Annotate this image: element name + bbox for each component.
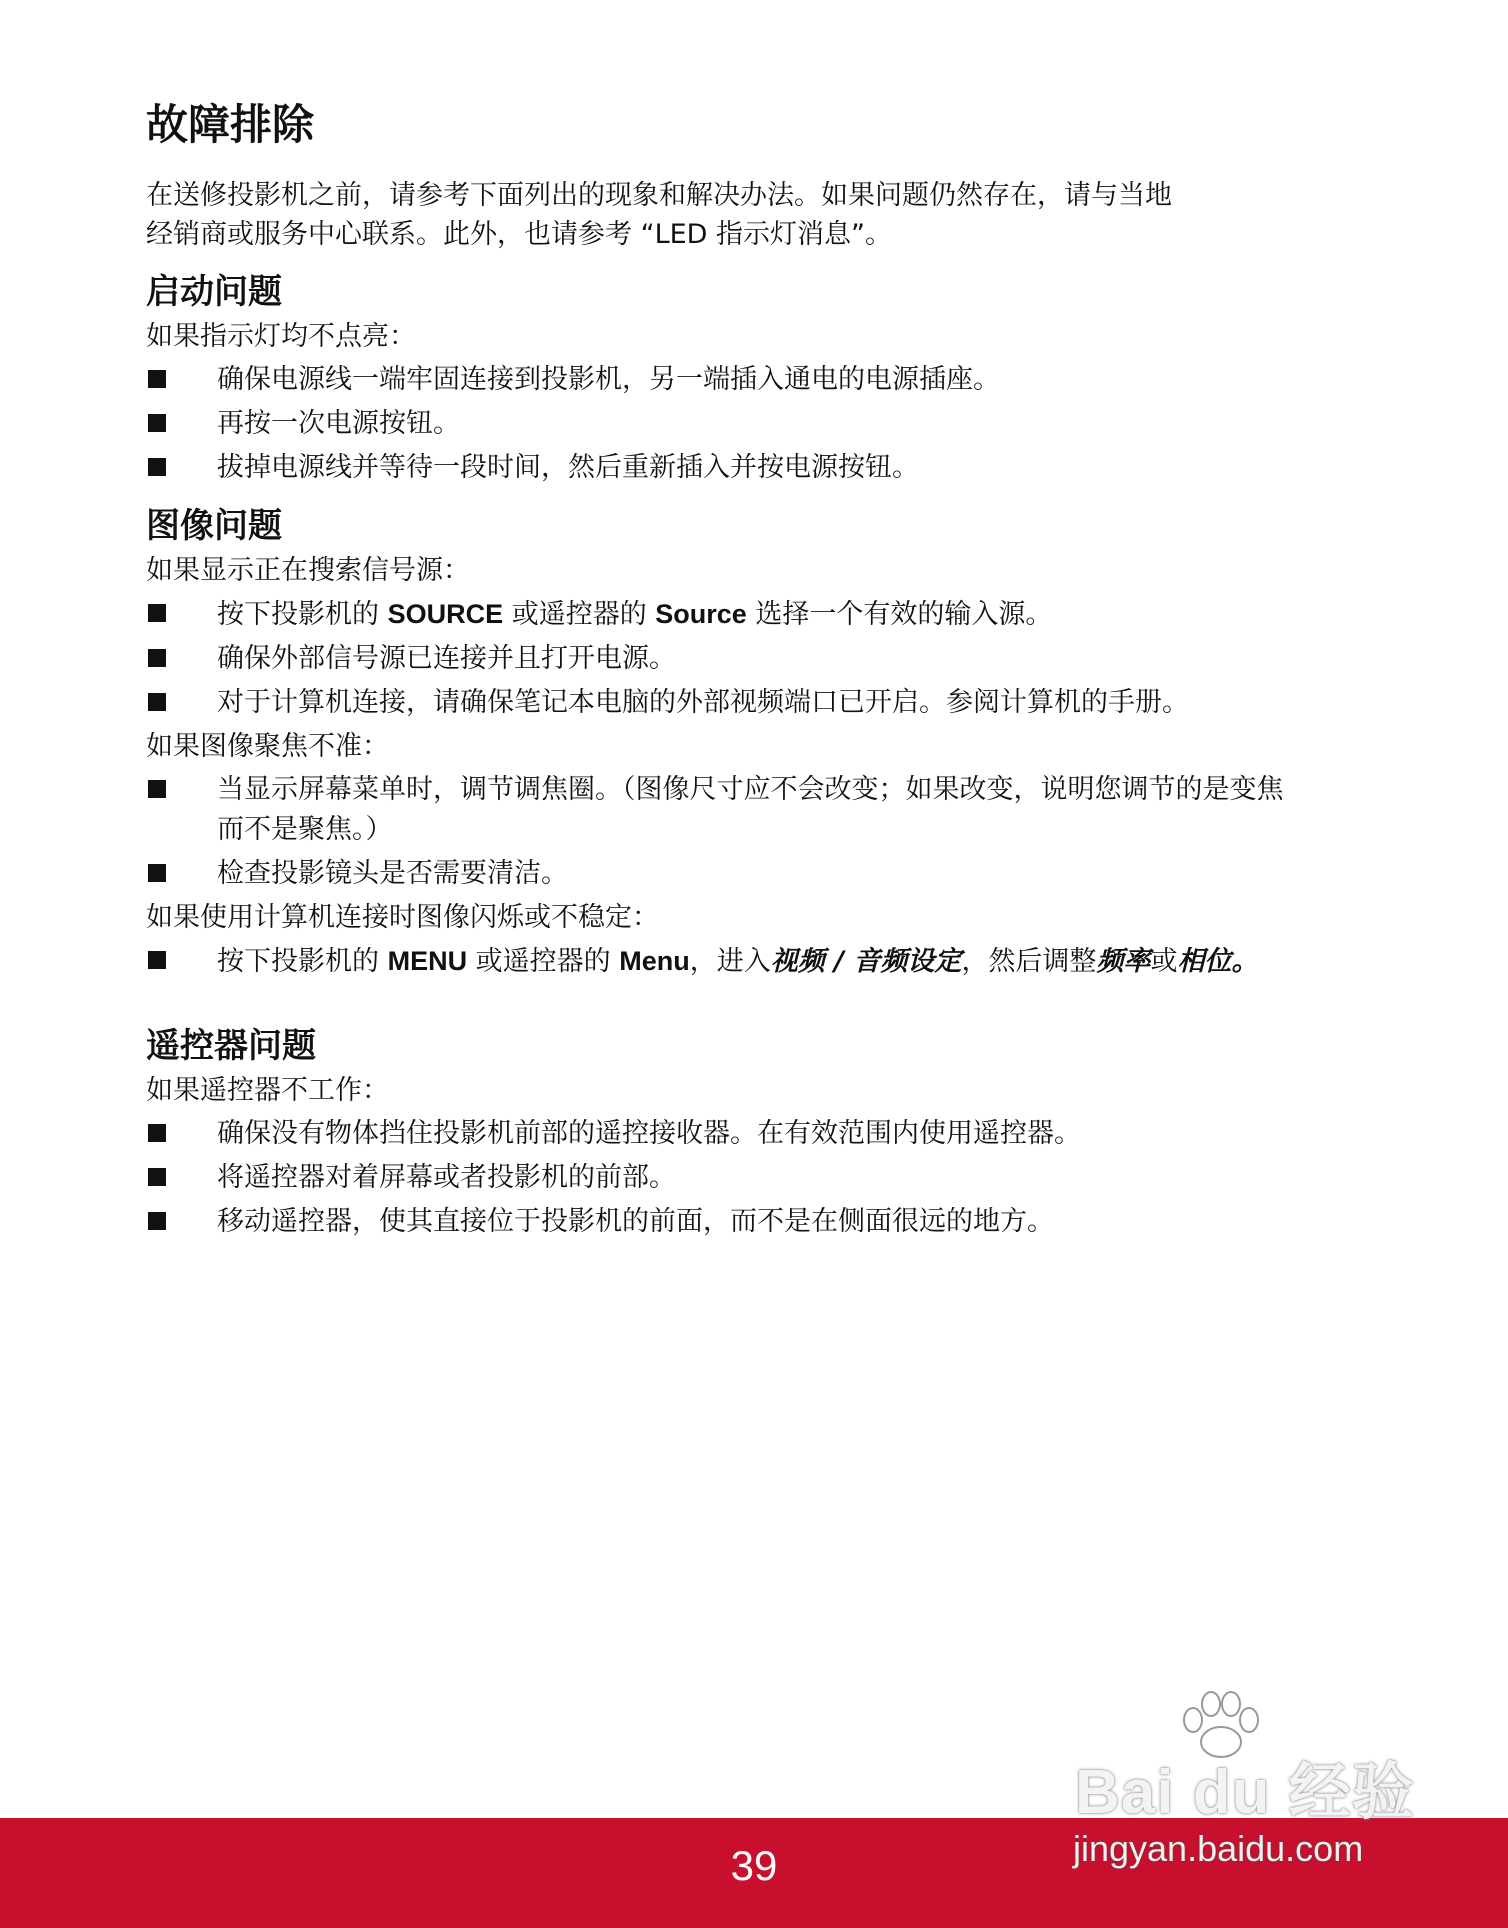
list-item: 拔掉电源线并等待一段时间，然后重新插入并按电源按钮。 — [146, 448, 1296, 488]
list-item: 再按一次电源按钮。 — [146, 404, 1296, 444]
list-item: 确保没有物体挡住投影机前部的遥控接收器。在有效范围内使用遥控器。 — [146, 1114, 1296, 1154]
list-item: 检查投影镜头是否需要清洁。 — [146, 854, 1296, 894]
remote-heading: 遥控器问题 — [146, 1025, 316, 1066]
bullet-square-icon — [148, 649, 166, 667]
startup-heading: 启动问题 — [146, 272, 282, 313]
image-condition-1: 如果显示正在搜索信号源： — [146, 554, 470, 586]
image-heading: 图像问题 — [146, 506, 282, 547]
list-item: 按下投影机的 SOURCE 或遥控器的 Source 选择一个有效的输入源。 — [146, 594, 1296, 635]
list-item: 按下投影机的 MENU 或遥控器的 Menu，进入视频 / 音频设定，然后调整频率或相位。 — [146, 941, 1296, 982]
bullet-square-icon — [148, 693, 166, 711]
bullet-square-icon — [148, 414, 166, 432]
image-condition-3: 如果使用计算机连接时图像闪烁或不稳定： — [146, 901, 659, 933]
image-list-3 — [146, 941, 1296, 982]
remote-condition: 如果遥控器不工作： — [146, 1074, 389, 1106]
image-list-1 — [146, 594, 1296, 723]
page-number: 39 — [730, 1842, 778, 1889]
intro-line-2: 经销商或服务中心联系。此外，也请参考 “LED 指示灯消息”。 — [146, 219, 893, 251]
baidu-watermark — [1065, 1690, 1445, 1870]
list-item: 确保电源线一端牢固连接到投影机，另一端插入通电的电源插座。 — [146, 360, 1296, 400]
list-item: 将遥控器对着屏幕或者投影机的前部。 — [146, 1158, 1296, 1198]
list-item: 确保外部信号源已连接并且打开电源。 — [146, 639, 1296, 679]
bullet-square-icon — [148, 951, 166, 969]
page-title: 故障排除 — [146, 100, 315, 149]
bullet-square-icon — [148, 458, 166, 476]
bullet-square-icon — [148, 1124, 166, 1142]
bullet-square-icon — [148, 604, 166, 622]
page-content — [146, 100, 1296, 1246]
image-condition-2: 如果图像聚焦不准： — [146, 730, 389, 762]
list-item: 对于计算机连接，请确保笔记本电脑的外部视频端口已开启。参阅计算机的手册。 — [146, 683, 1296, 723]
intro-line-1: 在送修投影机之前，请参考下面列出的现象和解决办法。如果问题仍然存在，请与当地 — [146, 180, 1172, 212]
remote-list — [146, 1114, 1296, 1242]
watermark-logo: Bai du 经验 — [1075, 1758, 1415, 1827]
bullet-square-icon — [148, 780, 166, 798]
startup-condition: 如果指示灯均不点亮： — [146, 321, 416, 353]
bullet-square-icon — [148, 864, 166, 882]
watermark-url: jingyan.baidu.com — [1073, 1828, 1364, 1869]
list-item: 当显示屏幕菜单时，调节调焦圈。（图像尺寸应不会改变；如果改变，说明您调节的是变焦而不是聚焦。） — [146, 770, 1296, 850]
bullet-square-icon — [148, 370, 166, 388]
bullet-square-icon — [148, 1168, 166, 1186]
list-item: 移动遥控器，使其直接位于投影机的前面，而不是在侧面很远的地方。 — [146, 1202, 1296, 1242]
bullet-square-icon — [148, 1212, 166, 1230]
startup-list — [146, 360, 1296, 488]
image-list-2 — [146, 770, 1296, 894]
